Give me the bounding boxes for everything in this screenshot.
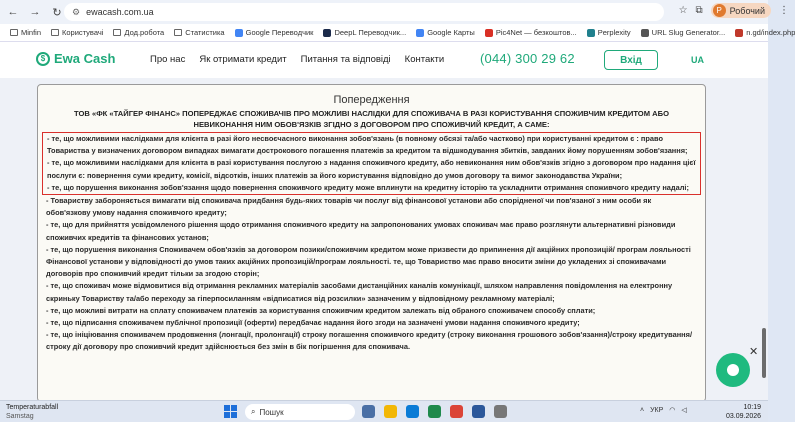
folder-icon [113, 29, 121, 36]
list-item: - те, що споживач може відмовитися від отримання рекламних матеріалів засобами дистанційних каналів комунікації, шляхом направлення повідомлення на електронну скриньку Товариству та/або переходу за гіперпосиланням «відписатися від розсилки» зазначеним у відповідному рекламному матеріалі; [46, 281, 673, 303]
menu-kebab-icon[interactable]: ⋮ [779, 5, 789, 16]
taskbar-search[interactable] [245, 404, 355, 420]
site-logo[interactable] [36, 51, 115, 66]
list-item: - те, що ініціювання споживачем продовження (лонгації, пролонгації) строку погашення споживчого кредиту (строку виконання грошового зобов'язання)/строку кредитування/строку дії договору про споживчий кредит здійснюється без змін в бік погіршення для споживача. [46, 330, 693, 352]
bookmark-item[interactable] [735, 28, 795, 37]
phone-number[interactable]: (044) 300 29 62 [480, 51, 575, 66]
avatar: P [713, 4, 726, 17]
close-icon[interactable]: ✕ [749, 346, 759, 358]
warning-heading: ТОВ «ФК «ТАЙГЕР ФІНАНС» ПОПЕРЕДЖАЄ СПОЖИВАЧІВ ПРО МОЖЛИВІ НАСЛІДКИ ДЛЯ СПОЖИВАЧА В РАЗІ КОРИСТУВАННЯ СПОЖИВЧИМ КРЕДИТОМ АБО НЕВИКОНАННЯ НИМ ОБОВ'ЯЗКІВ ЗГІДНО З ДОГОВОРОМ ПРО СПОЖИВЧИЙ КРЕДИТ, А САМЕ: [74, 109, 669, 129]
bookmark-item[interactable] [587, 28, 631, 37]
bookmark-item[interactable] [51, 28, 103, 37]
bookmark-label: Minfin [21, 28, 42, 37]
chat-bubble-icon [727, 364, 739, 376]
highlighted-block [42, 132, 701, 195]
task-view-icon[interactable] [362, 405, 375, 418]
bookmark-label: Статистика [185, 28, 225, 37]
clock[interactable] [726, 403, 761, 421]
app-icon[interactable] [494, 405, 507, 418]
page-body [0, 78, 768, 400]
nav-about[interactable]: Про нас [150, 54, 186, 65]
pic4net-icon [485, 29, 493, 37]
search-placeholder: Пошук [259, 407, 284, 417]
bookmark-item[interactable] [235, 28, 314, 37]
bookmark-star-icon[interactable]: ☆ [678, 5, 688, 16]
logo-icon: $ [36, 52, 50, 66]
site-header [0, 42, 768, 78]
highlighted-item: - те, що можливими наслідками для клієнта в разі користування послугою з надання споживчого кредиту, або невиконання ним обов'язків згідно з договором про надання цієї послуги є: повернення суми кредиту, комісії, відсотків, інших платежів за його користування відповідно до умов договору та вимог законодавства України; [47, 158, 696, 180]
bookmark-label: Користувачі [62, 28, 104, 37]
bookmark-label: Perplexity [597, 28, 631, 37]
bookmark-label: DeepL Переводчик... [334, 28, 407, 37]
weather-widget[interactable] [6, 403, 58, 421]
google-translate-icon [235, 29, 243, 37]
main-nav [150, 54, 444, 65]
language-switch[interactable]: UA [691, 55, 704, 65]
list-item: - Товариству забороняється вимагати від споживача придбання будь-яких товарів чи послуг від фінансової установи або спорідненої чи пов'язаної з ним особи як обов'язкову умову надання споживчого кредиту; [46, 196, 652, 218]
bookmark-item[interactable] [485, 28, 577, 37]
profile-button[interactable] [711, 3, 771, 18]
bookmark-label: Google Карты [427, 28, 475, 37]
weather-sub: Samstag [6, 413, 34, 420]
folder-icon [174, 29, 182, 36]
bookmark-item[interactable] [10, 28, 41, 37]
bookmark-label: Google Переводчик [245, 28, 314, 37]
folder-icon [10, 29, 18, 36]
ngd-icon [735, 29, 743, 37]
nav-how-to-get-credit[interactable]: Як отримати кредит [199, 54, 287, 65]
list-item: - те, що для прийняття усвідомленого рішення щодо отримання споживчого кредиту на запропонованих умовах споживач має право розглянути альтернативні різновиди споживчих кредитів та фінансових установ; [46, 220, 676, 242]
address-text: ewacash.com.ua [86, 7, 154, 17]
logo-text: Ewa Cash [54, 51, 116, 66]
warning-list [38, 195, 705, 354]
nav-contacts[interactable]: Контакти [404, 54, 445, 65]
bookmark-item[interactable] [641, 28, 726, 37]
forward-icon[interactable]: → [29, 6, 41, 18]
back-icon[interactable]: ← [7, 6, 19, 18]
bookmark-item[interactable] [113, 28, 164, 37]
chat-button[interactable] [716, 353, 750, 387]
windows-taskbar [0, 400, 768, 422]
profile-label: Робочий [729, 5, 765, 16]
perplexity-icon [587, 29, 595, 37]
list-item: - те, що підписання споживачем публічної пропозиції (оферти) передбачає надання його згоди на зазначені умови надання споживчого кредиту; [46, 318, 580, 328]
file-explorer-icon[interactable] [384, 405, 397, 418]
reload-icon[interactable]: ↻ [52, 6, 62, 19]
bookmark-label: n.gd/index.php [746, 28, 795, 37]
edge-icon[interactable] [406, 405, 419, 418]
clock-date: 03.09.2026 [726, 413, 762, 420]
bookmark-item[interactable] [416, 28, 475, 37]
nav-faq[interactable]: Питання та відповіді [300, 54, 391, 65]
start-windows-icon[interactable] [224, 405, 237, 418]
word-icon[interactable] [472, 405, 485, 418]
store-icon[interactable] [428, 405, 441, 418]
extensions-icon[interactable]: ⧉ [695, 5, 703, 16]
browser-actions [679, 3, 789, 18]
highlighted-item: - те, що можливими наслідками для клієнта в разі його несвоєчасного виконання зобов'язань (в повному обсязі та/або частково) при користуванні кредитом є : право Товариства у визначених договором випадках вимагати дострокового погашення платежів за кредитом та відшкодування збитків, завданих йому порушенням зобов'язання; [47, 134, 688, 156]
bookmark-label: Pic4Net — безкоштов... [495, 28, 577, 37]
scrollbar-thumb[interactable] [762, 328, 766, 378]
bookmarks-bar [0, 24, 795, 42]
bookmark-item[interactable] [323, 28, 406, 37]
volume-icon[interactable]: ◁ [681, 407, 687, 414]
list-item: - те, що порушення виконання Споживачем обов'язків за договором позики/споживчим кредитом може призвести до припинення дії акційних пропозицій/ програм лояльності Фінансової установи у відповідності до умов таких акційних пропозицій/програм лояльності. те, що Товариство має право вносити зміни до укладених зі споживачами договорів про споживчий кредит тільки за згодою сторін; [46, 244, 691, 279]
system-tray [640, 406, 687, 414]
bookmark-item[interactable] [174, 28, 224, 37]
google-maps-icon [416, 29, 424, 37]
chrome-icon[interactable] [450, 405, 463, 418]
folder-icon [51, 29, 59, 36]
bookmark-label: URL Slug Generator... [651, 28, 726, 37]
deepl-icon [323, 29, 331, 37]
search-icon: ⌕ [251, 407, 256, 416]
warning-title: Попередження [333, 94, 410, 106]
login-button[interactable]: Вхід [604, 50, 658, 70]
tray-lang[interactable]: УКР [650, 406, 664, 414]
weather-title: Temperaturabfall [6, 404, 59, 411]
clock-time: 10:19 [743, 404, 762, 411]
address-bar[interactable] [64, 3, 664, 21]
wifi-icon[interactable]: ◠ [669, 407, 676, 414]
warning-panel [37, 84, 706, 402]
chevron-up-icon[interactable]: ˄ [640, 406, 645, 414]
list-item: - те, що можливі витрати на сплату споживачем платежів за користування споживчим кредитом залежать від обраного споживачем способу сплати; [46, 305, 596, 315]
highlighted-item: - те, що порушення виконання зобов'язання щодо повернення споживчого кредиту може вплинути на кредитну історію та ускладнити отримання споживчого кредиту надалі; [47, 182, 689, 192]
taskbar-apps [362, 405, 507, 418]
bookmark-label: Дод.робота [124, 28, 165, 37]
site-info-icon[interactable]: ⚙ [72, 6, 81, 17]
url-slug-icon [641, 29, 649, 37]
